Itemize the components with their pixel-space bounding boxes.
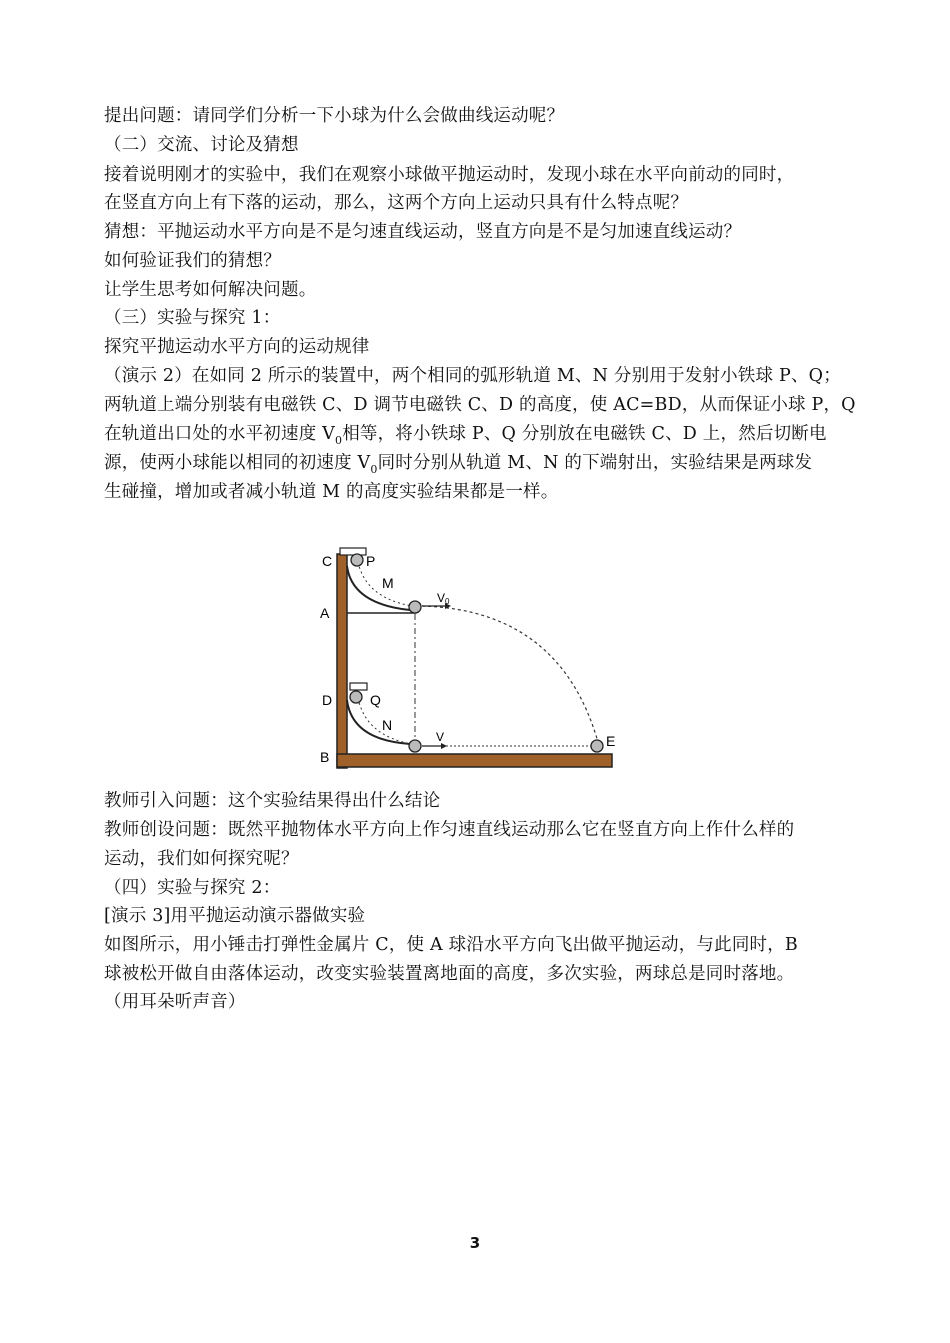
text-line <box>104 420 827 450</box>
label-c: C <box>322 553 333 569</box>
label-e: E <box>606 733 616 749</box>
ball-collision-e <box>591 740 603 752</box>
text-line: 教师创设问题：既然平抛物体水平方向上作匀速直线运动那么它在竖直方向上作什么样的 <box>104 820 795 840</box>
text-line: 教师引入问题：这个实验结果得出什么结论 <box>104 791 441 811</box>
base-board <box>337 754 612 767</box>
text-line: 接着说明刚才的实验中，我们在观察小球做平抛运动时，发现小球在水平向前动的同时， <box>104 165 795 185</box>
electromagnet-d <box>350 683 367 690</box>
text-line: （用耳朵听声音） <box>104 992 246 1012</box>
text-line: 探究平抛运动水平方向的运动规律 <box>104 337 370 357</box>
section-heading: （三）实验与探究 1： <box>104 308 281 328</box>
label-a: A <box>320 605 330 621</box>
label-b: B <box>320 749 330 765</box>
apparatus-figure <box>300 540 620 775</box>
ball-p <box>351 554 363 566</box>
text-line: [演示 3]用平抛运动演示器做实验 <box>104 906 366 926</box>
vertical-board <box>337 554 347 768</box>
label-v0: V <box>437 591 446 605</box>
text-line: 生碰撞，增加或者减小轨道 M 的高度实验结果都是一样。 <box>104 482 559 502</box>
text-line: 如图所示，用小锤击打弹性金属片 C，使 A 球沿水平方向飞出做平抛运动，与此同时，B <box>104 935 798 955</box>
text-segment: 相等，将小铁球 P、Q 分别放在电磁铁 C、D 上，然后切断电 <box>342 424 827 444</box>
text-line: 猜想：平抛运动水平方向是不是匀速直线运动，竖直方向是不是匀加速直线运动？ <box>104 222 742 242</box>
text-line: 在竖直方向上有下落的运动，那么，这两个方向上运动只具有什么特点呢？ <box>104 193 689 213</box>
text-segment: 同时分别从轨道 M、N 的下端射出，实验结果是两球发 <box>377 453 813 473</box>
ball-p-exit <box>409 601 421 613</box>
subscript: 0 <box>335 434 343 447</box>
text-line <box>104 449 812 479</box>
section-heading: （四）实验与探究 2： <box>104 878 281 898</box>
text-segment: 源，使两小球能以相同的初速度 V <box>104 453 371 473</box>
label-m: M <box>382 575 394 591</box>
label-q: Q <box>370 692 381 708</box>
text-line: 让学生思考如何解决问题。 <box>104 280 317 300</box>
text-line: 两轨道上端分别装有电磁铁 C、D 调节电磁铁 C、D 的高度，使 AC=BD，从而保证小球 P，Q <box>104 395 856 415</box>
label-n: N <box>382 717 393 733</box>
section-heading: （二）交流、讨论及猜想 <box>104 135 299 155</box>
text-line: 球被松开做自由落体运动，改变实验装置离地面的高度，多次实验，两球总是同时落地。 <box>104 964 795 984</box>
text-line: 运动，我们如何探究呢？ <box>104 849 299 869</box>
label-v: V <box>436 730 445 744</box>
apparatus-diagram <box>300 540 620 775</box>
ball-q-exit <box>409 740 421 752</box>
text-line: （演示 2）在如同 2 所示的装置中，两个相同的弧形轨道 M、N 分别用于发射小铁球 P、Q； <box>104 366 841 386</box>
page-number: 3 <box>469 1234 481 1252</box>
text-line: 提出问题：请同学们分析一下小球为什么会做曲线运动呢？ <box>104 106 565 126</box>
subscript: 0 <box>370 463 378 476</box>
label-p: P <box>366 553 376 569</box>
electromagnet-c <box>340 548 366 555</box>
ball-q <box>350 691 362 703</box>
projectile-parabola <box>422 606 598 742</box>
track-m <box>347 566 410 610</box>
label-d: D <box>322 692 333 708</box>
text-line: 如何验证我们的猜想？ <box>104 251 281 271</box>
text-segment: 在轨道出口处的水平初速度 V <box>104 424 335 444</box>
label-v0-sub: 0 <box>445 597 450 606</box>
